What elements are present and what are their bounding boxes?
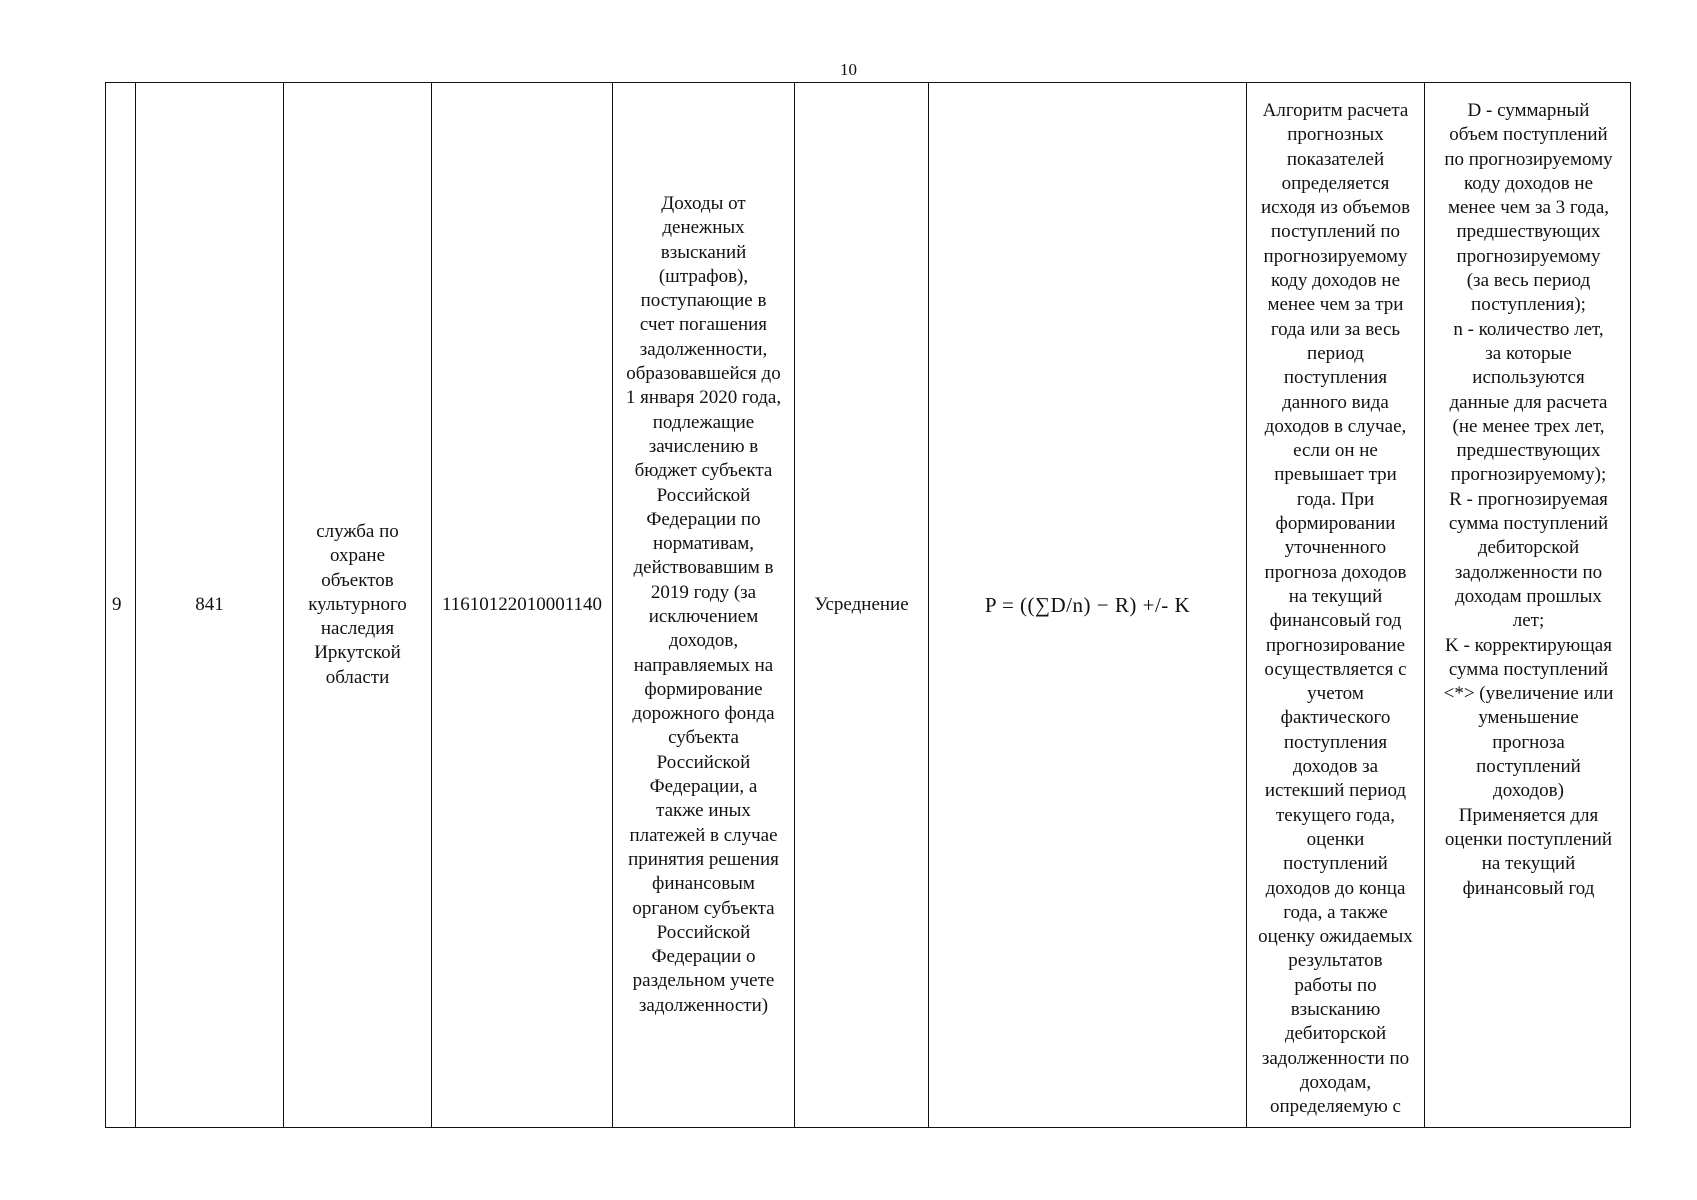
- row-number-cell: [106, 83, 136, 1127]
- algorithm-cell: [1247, 83, 1425, 1127]
- kbk-cell: [432, 83, 613, 1127]
- method-cell: [795, 83, 929, 1127]
- forecast-table: [105, 82, 1631, 1128]
- administrator-cell: [284, 83, 432, 1127]
- kbk-code: 11610122010001140: [441, 593, 603, 615]
- formula-cell: [929, 83, 1247, 1127]
- administrator-name: служба по охране объектов культурного наследия Иркутской области: [308, 520, 407, 688]
- admin-code: 841: [195, 593, 224, 615]
- calculation-formula: P = ((∑D/n) − R) +/- K: [984, 592, 1191, 617]
- description-cell: [1425, 83, 1632, 1127]
- page-number: 10: [840, 60, 857, 79]
- admin-code-cell: [136, 83, 284, 1127]
- calculation-method: Усреднение: [814, 593, 909, 615]
- row-number: 9: [112, 593, 122, 615]
- formula-description: D - суммарный объем поступлений по прогнозируемому коду доходов не менее чем за 3 года, предшествующих прогнозируемому (за весь период поступления); n - количество лет, за которые используются данные для расчета (не менее трех лет, предшествующих прогнозируемому); R - прогнозируемая сумма поступлений дебиторской задолженности по доходам прошлых лет; K - корректирующая сумма поступлений <*> (увеличение или уменьшение прогноза поступлений доходов) Применяется для оценки поступлений на текущий финансовый год: [1443, 100, 1614, 899]
- algorithm-text: Алгоритм расчета прогнозных показателей определяется исходя из объемов поступлений по прогнозируемому коду доходов не менее чем за три года или за весь период поступления данного вида доходов в случае, если он не превышает три года. При формировании уточненного прогноза доходов на текущий финансовый год прогнозирование осуществляется с учетом фактического поступления доходов за истекший период текущего года, оценки поступлений доходов до конца года, а также оценку ожидаемых результатов работы по взысканию дебиторской задолженности по доходам, определяемую с: [1258, 100, 1413, 1118]
- income-name: Доходы от денежных взысканий (штрафов), поступающие в счет погашения задолженности, образовавшейся до 1 января 2020 года, подлежащие зачислению в бюджет субъекта Российской Федерации по нормативам, действовавшим в 2019 году (за исключением доходов, направляемых на формирование дорожного фонда субъекта Российской Федерации, а также иных платежей в случае принятия решения финансовым органом субъекта Российской Федерации о раздельном учете задолженности): [625, 192, 782, 1016]
- income-name-cell: [613, 83, 795, 1127]
